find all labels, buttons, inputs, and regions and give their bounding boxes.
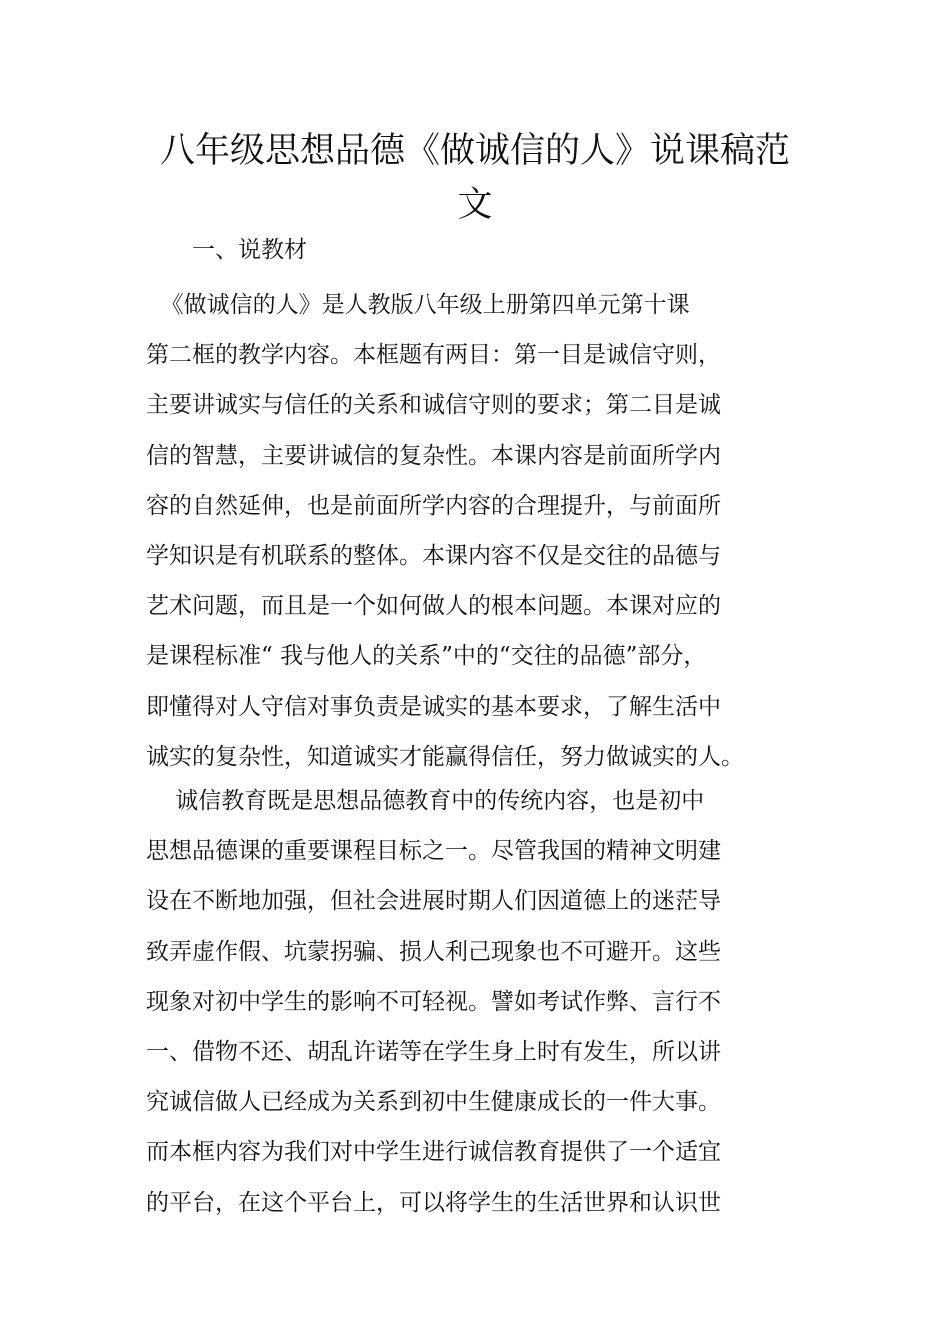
text-line: 究诚信做人已经成为关系到初中生健康成长的一件大事。 xyxy=(146,1089,721,1116)
text-line: 信的智慧，主要讲诚信的复杂性。本课内容是前面所学内 xyxy=(146,442,721,469)
text-line: 现象对初中学生的影响不可轻视。譬如考试作弊、言行不 xyxy=(146,988,721,1015)
text-line: 第二框的教学内容。本框题有两目：第一目是诚信守则， xyxy=(146,342,721,369)
text-line: 诚信教育既是思想品德教育中的传统内容，也是初中 xyxy=(146,788,705,814)
text-line: 主要讲诚实与信任的关系和诚信守则的要求；第二目是诚 xyxy=(146,392,721,419)
text-line: 而本框内容为我们对中学生进行诚信教育提供了一个适宜 xyxy=(146,1139,721,1166)
title-line-2: 文 xyxy=(457,185,493,225)
text-line: 一、借物不还、胡乱许诺等在学生身上时有发生，所以讲 xyxy=(146,1039,721,1066)
paragraph-1 xyxy=(146,280,836,782)
text-line: 学知识是有机联系的整体。本课内容不仅是交往的品德与 xyxy=(146,543,721,570)
section-heading: 一、说教材 xyxy=(192,237,307,263)
text-line: 的平台，在这个平台上，可以将学生的生活世界和认识世 xyxy=(146,1189,721,1216)
text-line: 即懂得对人守信对事负责是诚实的基本要求，了解生活中 xyxy=(146,693,721,720)
text-line: 思想品德课的重要课程目标之一。尽管我国的精神文明建 xyxy=(146,838,721,865)
paragraph-2 xyxy=(146,776,836,1228)
text-line: 诚实的复杂性，知道诚实才能赢得信任，努力做诚实的人。 xyxy=(146,743,744,770)
text-line: 艺术问题，而且是一个如何做人的根本问题。本课对应的 xyxy=(146,593,721,620)
document-title xyxy=(150,124,800,232)
text-line: 设在不断地加强，但社会进展时期人们因道德上的迷茫导 xyxy=(146,888,721,915)
text-line: 是课程标准“ 我与他人的关系”中的“交往的品德”部分， xyxy=(146,643,707,670)
text-line: 容的自然延伸，也是前面所学内容的合理提升，与前面所 xyxy=(146,492,721,519)
text-line: 《做诚信的人》是人教版八年级上册第四单元第十课 xyxy=(146,292,690,318)
text-line: 致弄虚作假、坑蒙拐骗、损人利己现象也不可避开。这些 xyxy=(146,938,721,965)
title-line-1: 八年级思想品德《做诚信的人》说课稿范 xyxy=(159,131,790,171)
